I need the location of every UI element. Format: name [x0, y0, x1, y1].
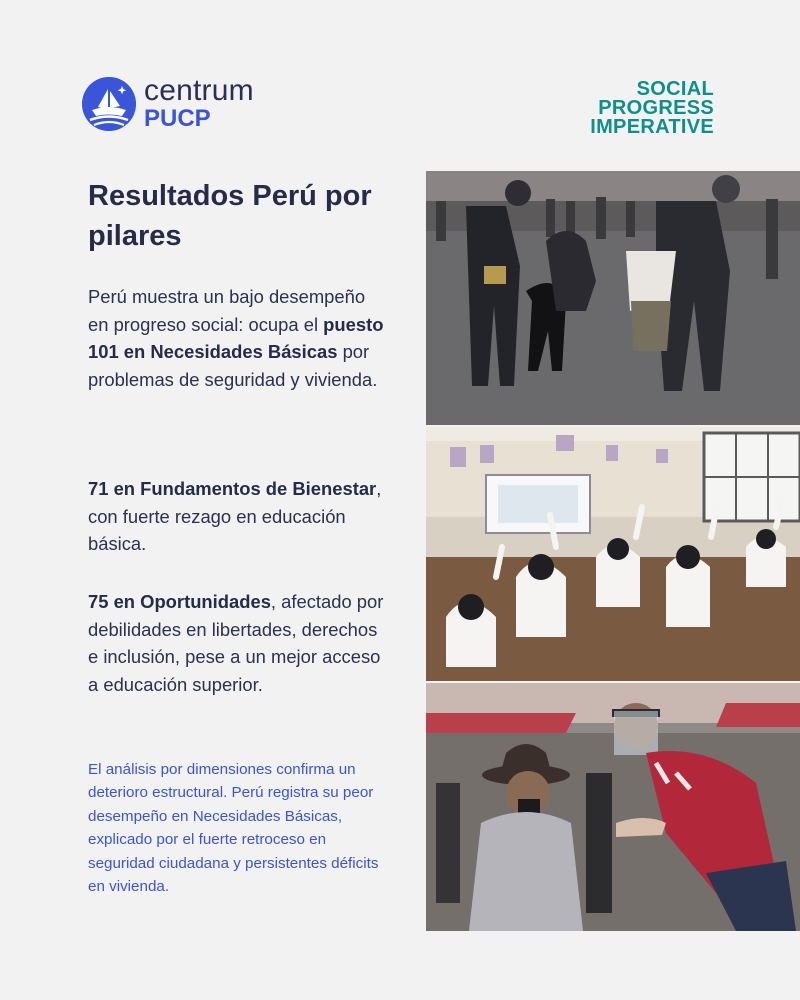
spi-line-3: IMPERATIVE	[590, 116, 714, 138]
logo-sub: PUCP	[144, 105, 211, 132]
p3-highlight: 75 en Oportunidades	[88, 591, 271, 612]
p3-text-post: , afectado por debilidades en libertades, derechos e inclusión, pese a un mejor acceso a educación superior.	[88, 591, 384, 695]
photo-column	[426, 171, 800, 931]
paragraph-opportunities	[88, 588, 388, 698]
spi-line-2: PROGRESS	[598, 97, 714, 119]
analysis-note: El análisis por dimensiones confirma un deterioro estructural. Perú registra su peor desempeño en Necesidades Básicas, explicado por el fuerte retroceso en seguridad ciudadana y persistentes déficits en vivienda.	[88, 761, 379, 896]
p1-highlight: puesto 101 en Necesidades Básicas	[88, 313, 384, 362]
p2-highlight: 71 en Fundamentos de Bienestar	[88, 478, 377, 499]
community-outreach-photo	[426, 683, 800, 931]
police-security-photo	[426, 171, 800, 425]
p1-text-post: por problemas de seguridad y vivienda.	[88, 341, 378, 390]
ship-logo-icon	[82, 77, 136, 131]
paragraph-basic-needs	[88, 283, 388, 393]
social-progress-imperative-logo	[590, 80, 714, 137]
p2-text-post: , con fuerte rezago en educación básica.	[88, 478, 382, 554]
p1-text-pre: Perú muestra un bajo desempeño en progreso social: ocupa el	[88, 286, 366, 335]
classroom-photo	[426, 427, 800, 681]
page-title: Resultados Perú por pilares	[88, 180, 372, 252]
spi-line-1: SOCIAL	[636, 78, 714, 100]
centrum-logo	[82, 76, 254, 131]
logo-word: centrum	[144, 74, 254, 107]
paragraph-wellbeing	[88, 475, 388, 558]
